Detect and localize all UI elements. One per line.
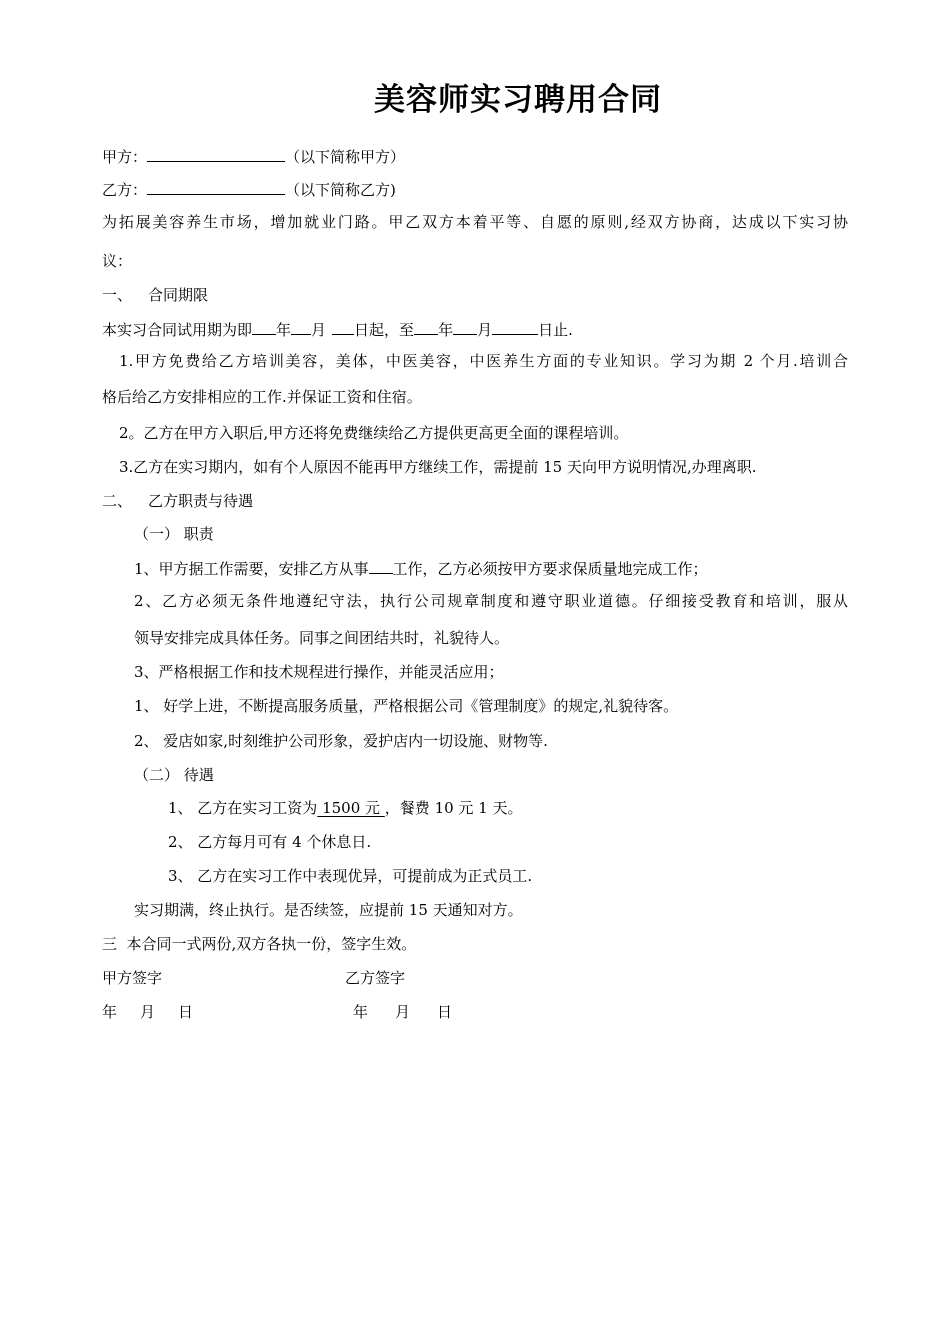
item1-line-1: 1.甲方免费给乙方培训美容，美体，中医美容，中医养生方面的专业知识。学习为期 2 个月.培训合 [119,352,848,370]
party-b-date-month: 月 [395,1003,411,1021]
duty-item-2-line-1: 2、乙方必须无条件地遵纪守法，执行公司规章制度和遵守职业道德。仔细接受教育和培训，服从 [134,592,848,610]
duty-item-1 [134,557,708,579]
benefit-item-3: 3、 乙方在实习工作中表现优异，可提前成为正式员工. [168,867,533,885]
item1-line-2: 格后给乙方安排相应的工作.并保证工资和住宿。 [102,388,422,406]
closing-text: 实习期满，终止执行。是否续签，应提前 15 天通知对方。 [134,901,523,919]
duty-item-5: 2、 爱店如家,时刻维护公司形象，爱护店内一切设施、财物等. [134,732,548,750]
party-b-date-year: 年 [353,1003,369,1021]
term-text-start: 本实习合同试用期为即 [102,321,253,339]
item2-text: 2。乙方在甲方入职后,甲方还将免费继续给乙方提供更高更全面的课程培训。 [119,424,629,442]
duty-item-4: 1、 好学上进，不断提高服务质量，严格根据公司《管理制度》的规定,礼貌待客。 [134,697,679,715]
term-day-to: 日止. [538,321,573,339]
end-day-blank [492,318,538,335]
intro-line-1: 为拓展美容养生市场，增加就业门路。甲乙双方本着平等、自愿的原则,经双方协商，达成以下实习协 [102,213,848,231]
party-a-date [102,1002,193,1022]
job-blank [369,557,393,574]
party-b-note: （以下简称乙方) [285,181,396,199]
term-day-from: 日起，至 [354,321,415,339]
party-a-note: （以下简称甲方） [285,148,406,166]
term-month: 月 [311,321,327,339]
section2-heading [102,491,253,511]
duty-item-3: 3、严格根据工作和技术规程进行操作，并能灵活应用； [134,663,504,681]
party-a-signature-label: 甲方签字 [102,969,163,987]
party-a-line [102,145,405,167]
party-a-label: 甲方： [102,148,148,166]
start-day-blank [332,318,354,335]
term-year-2: 年 [438,321,454,339]
party-b-signature-label: 乙方签字 [345,969,406,987]
benefit-item-1-start: 1、 乙方在实习工资为 [168,799,318,817]
duty-item-2-line-2: 领导安排完成具体任务。同事之间团结共时，礼貌待人。 [134,629,510,647]
benefit-item-1 [168,798,523,818]
end-year-blank [414,318,438,335]
benefit-item-2: 2、 乙方每月可有 4 个休息日. [168,833,372,851]
section1-number: 一、 [102,286,133,304]
section2-title: 乙方职责与待遇 [148,492,254,510]
party-b-label: 乙方： [102,181,148,199]
start-month-blank [291,318,311,335]
party-a-date-year: 年 [102,1003,118,1021]
benefit-item-1-end: ，餐费 10 元 1 天。 [384,799,523,817]
salary-value: 1500 元 [317,799,385,817]
party-a-date-day: 日 [178,1003,194,1021]
document-title: 美容师实习聘用合同 [374,82,662,118]
term-line [102,318,573,340]
end-month-blank [453,318,477,335]
section1-heading [102,285,208,305]
intro-line-2: 议： [102,252,133,270]
start-year-blank [252,318,276,335]
party-a-blank [147,145,285,162]
section1-title: 合同期限 [148,286,209,304]
item3-text: 3.乙方在实习期内，如有个人原因不能再甲方继续工作，需提前 15 天向甲方说明情况,办理离职. [119,458,757,476]
party-b-date [353,1002,452,1022]
term-year: 年 [276,321,292,339]
duty-item-1-start: 1、甲方据工作需要，安排乙方从事 [134,560,369,578]
duties-heading: （一） 职责 [134,525,214,543]
party-b-date-day: 日 [437,1003,453,1021]
duty-item-1-end: 工作，乙方必须按甲方要求保质量地完成工作； [392,560,708,578]
benefits-heading: （二） 待遇 [134,766,214,784]
section2-number: 二、 [102,492,133,510]
party-b-line [102,178,396,200]
term-month-2: 月 [477,321,493,339]
party-a-date-month: 月 [140,1003,156,1021]
party-b-blank [147,178,285,195]
section3-text: 三 本合同一式两份,双方各执一份，签字生效。 [102,935,417,953]
